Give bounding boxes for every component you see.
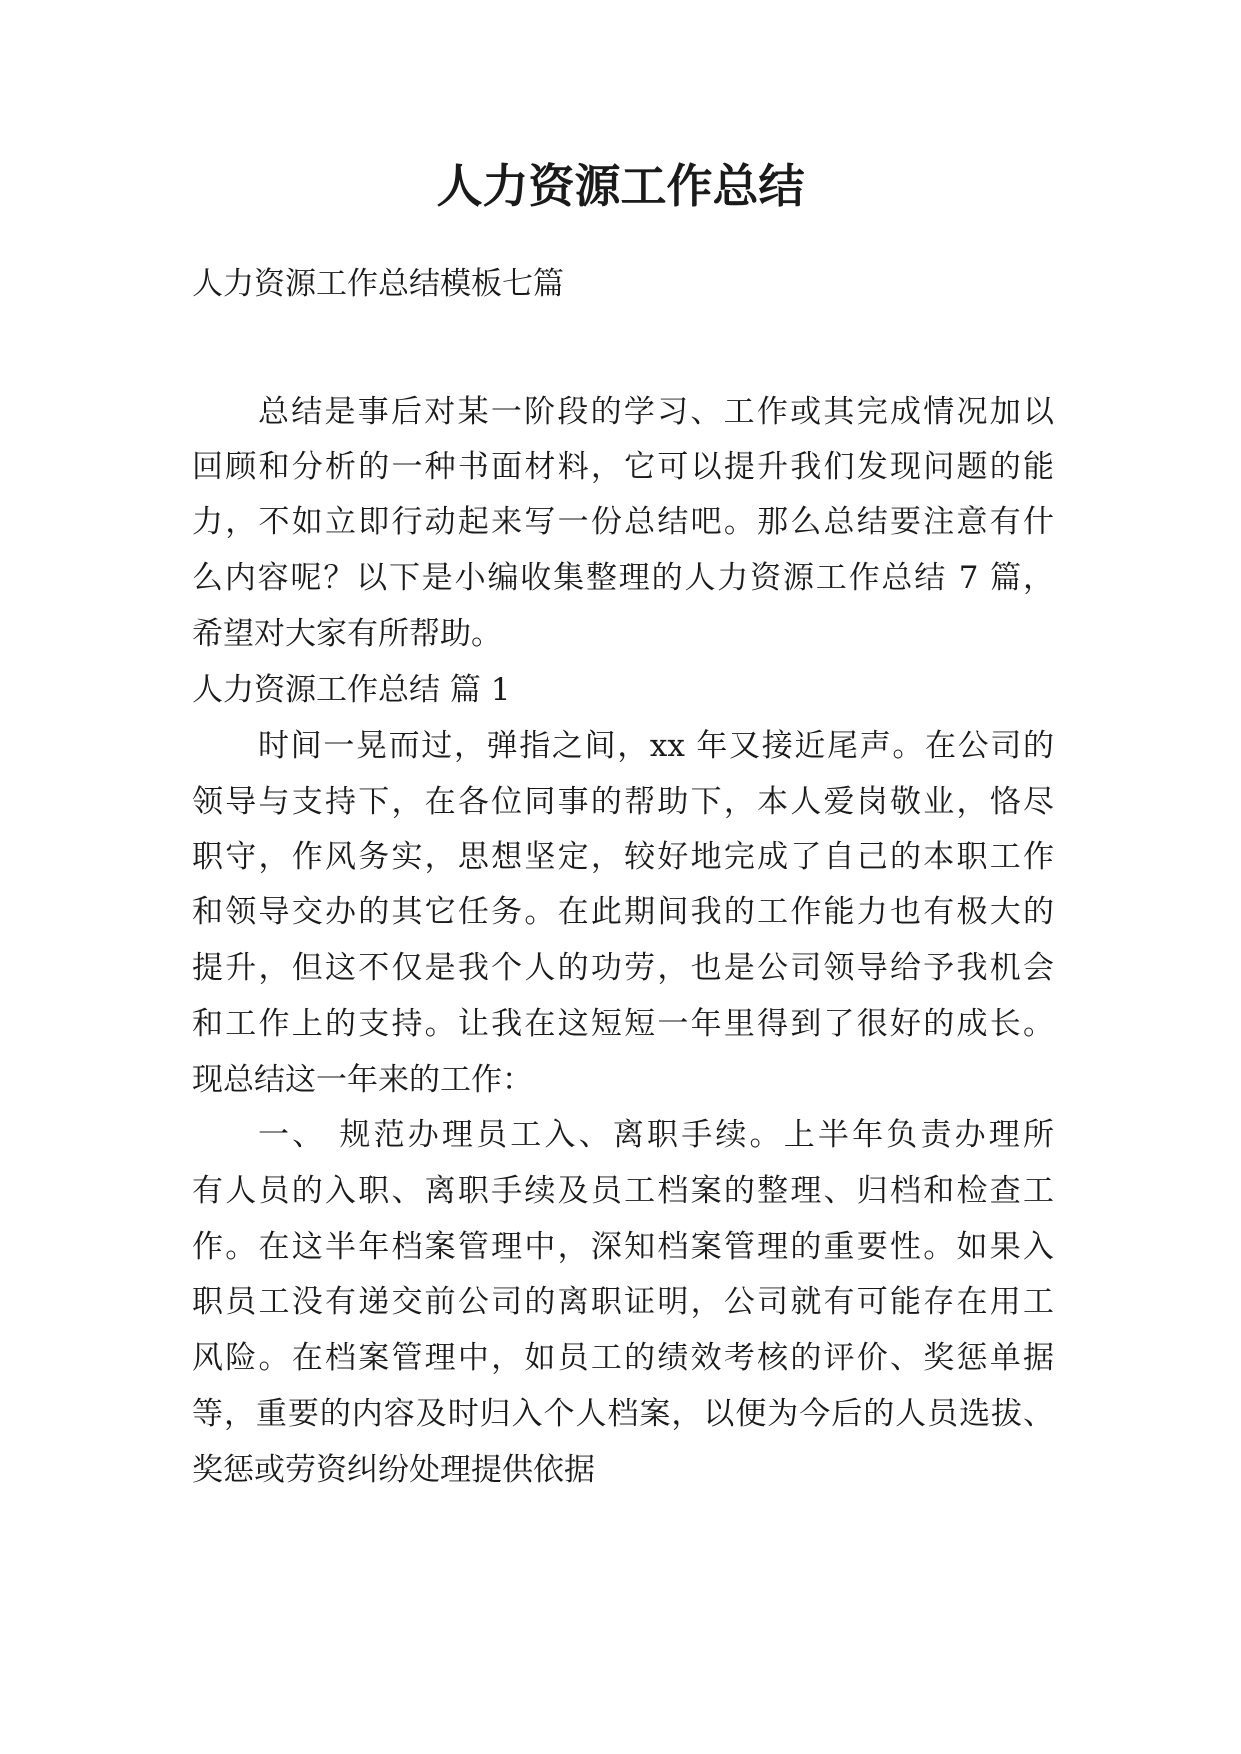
paragraph-line: 一、 规范办理员工入、离职手续。上半年负责办理所 (258, 1117, 1054, 1153)
section-heading: 人力资源工作总结 篇 1 (192, 672, 511, 708)
paragraph-line: 希望对大家有所帮助。 (192, 616, 502, 652)
document-subtitle: 人力资源工作总结模板七篇 (192, 266, 564, 302)
paragraph-line: 力，不如立即行动起来写一份总结吧。那么总结要注意有什 (192, 504, 1054, 540)
paragraph-line: 奖惩或劳资纠纷处理提供依据 (192, 1452, 595, 1488)
paragraph-line: 等，重要的内容及时归入个人档案，以便为今后的人员选拔、 (192, 1396, 1054, 1432)
paragraph-line: 提升，但这不仅是我个人的功劳，也是公司领导给予我机会 (192, 950, 1054, 986)
paragraph-line: 风险。在档案管理中，如员工的绩效考核的评价、奖惩单据 (192, 1340, 1054, 1376)
paragraph-line: 时间一晃而过，弹指之间，xx 年又接近尾声。在公司的 (258, 728, 1054, 764)
paragraph-line: 职员工没有递交前公司的离职证明，公司就有可能存在用工 (192, 1284, 1054, 1320)
paragraph-line: 领导与支持下，在各位同事的帮助下，本人爱岗敬业，恪尽 (192, 784, 1054, 820)
paragraph-line: 总结是事后对某一阶段的学习、工作或其完成情况加以 (258, 394, 1054, 430)
paragraph-line: 有人员的入职、离职手续及员工档案的整理、归档和检查工 (192, 1173, 1054, 1209)
paragraph-line: 和工作上的支持。让我在这短短一年里得到了很好的成长。 (192, 1006, 1054, 1042)
paragraph-line: 现总结这一年来的工作： (192, 1062, 533, 1098)
paragraph-line: 么内容呢？以下是小编收集整理的人力资源工作总结 7 篇， (192, 560, 1054, 596)
paragraph-line: 作。在这半年档案管理中，深知档案管理的重要性。如果入 (192, 1229, 1054, 1265)
document-title: 人力资源工作总结 (436, 159, 805, 213)
paragraph-line: 职守，作风务实，思想坚定，较好地完成了自己的本职工作 (192, 839, 1054, 875)
paragraph-line: 和领导交办的其它任务。在此期间我的工作能力也有极大的 (192, 894, 1054, 930)
paragraph-line: 回顾和分析的一种书面材料，它可以提升我们发现问题的能 (192, 449, 1054, 485)
